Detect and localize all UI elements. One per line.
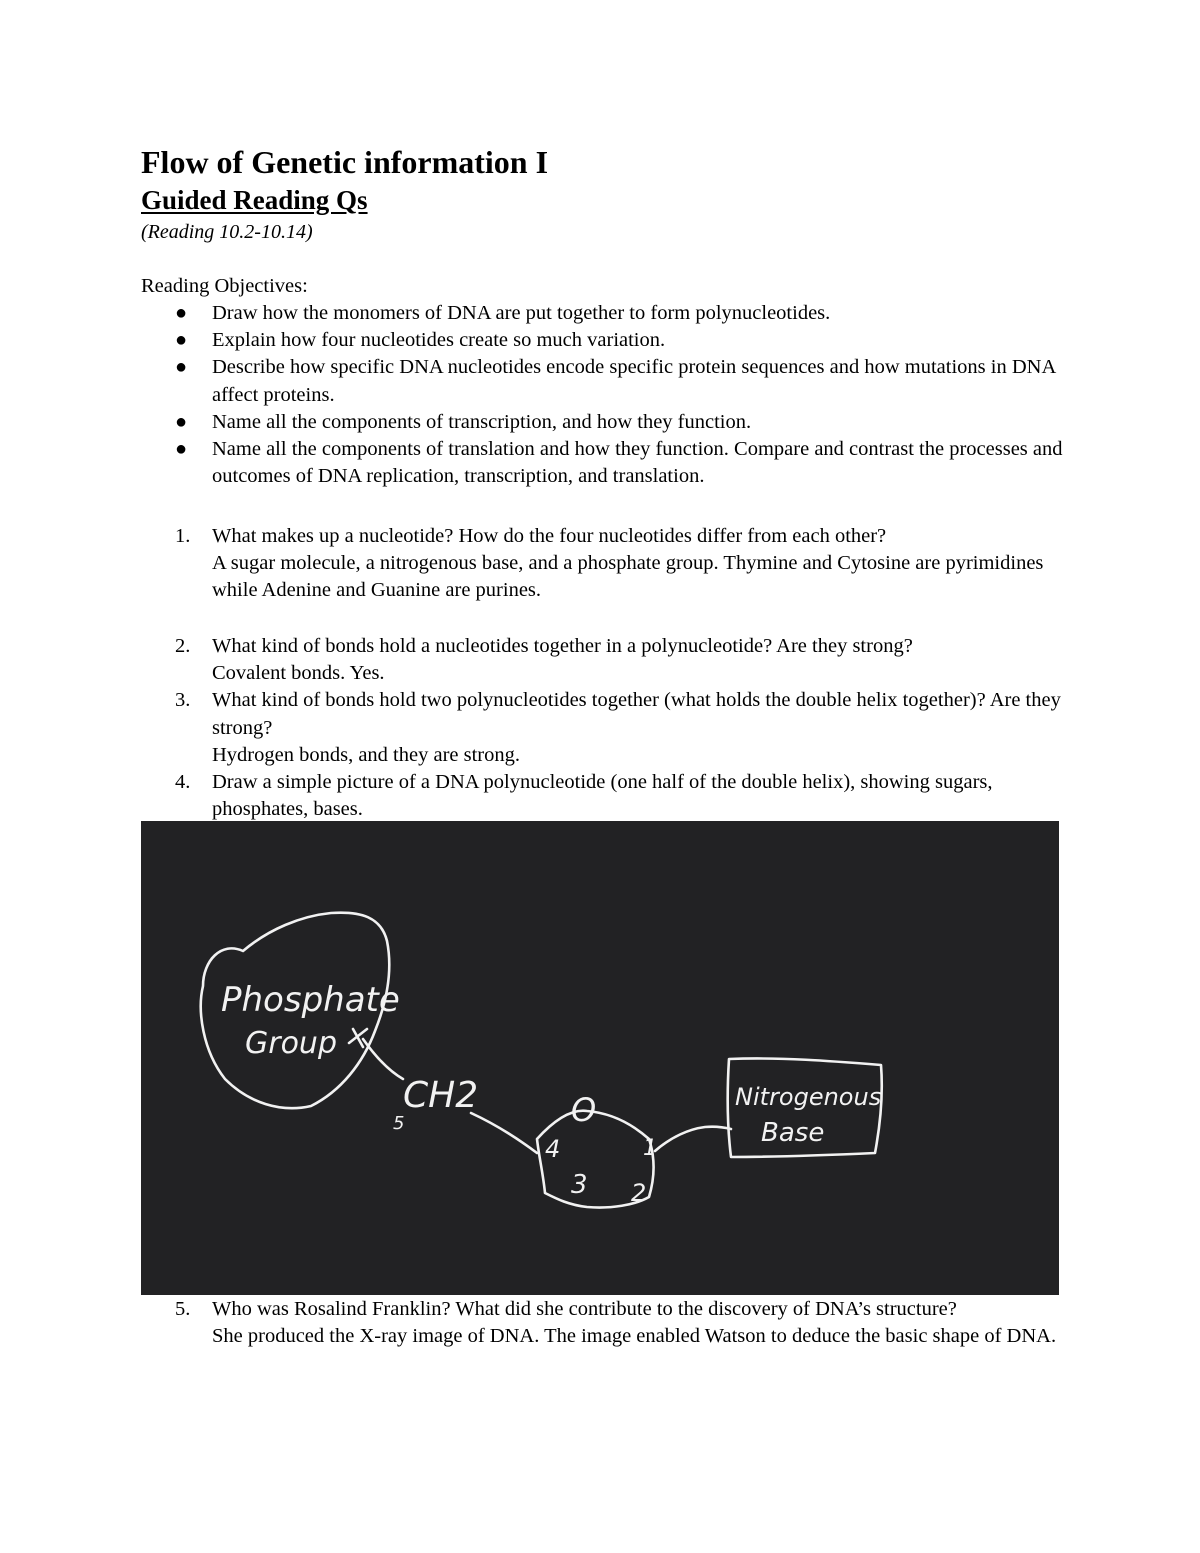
question-text: What kind of bonds hold two polynucleotides together (what holds the double helix together)? Are they strong? <box>212 689 1061 739</box>
carbon1-label: 1 <box>643 1136 657 1161</box>
question-text: Draw a simple picture of a DNA polynucleotide (one half of the double helix), showing sugars, phosphates, bases. <box>212 771 993 821</box>
question-item <box>141 633 1071 687</box>
base-label-line2: Base <box>761 1118 825 1148</box>
question-item <box>141 1296 1071 1350</box>
answer-text: She produced the X-ray image of DNA. The image enabled Watson to deduce the basic shape of DNA. <box>212 1325 1057 1348</box>
bullet-icon: ● <box>175 302 188 324</box>
answer-text: Hydrogen bonds, and they are strong. <box>212 743 521 766</box>
question-item <box>141 769 1071 823</box>
base-label-line1: Nitrogenous <box>735 1083 882 1111</box>
bond-cross <box>349 1029 367 1047</box>
reading-range: (Reading 10.2-10.14) <box>141 221 313 243</box>
bond-line <box>363 1039 403 1079</box>
bullet-icon: ● <box>175 410 188 433</box>
question-text: What makes up a nucleotide? How do the four nucleotides differ from each other? <box>212 525 887 547</box>
nucleotide-drawing <box>141 821 1059 1295</box>
carbon2-label: 2 <box>631 1179 647 1207</box>
page-subtitle: Guided Reading Qs <box>141 185 368 215</box>
objective-item <box>141 436 1071 490</box>
objective-item <box>141 354 1071 408</box>
question-number: 2. <box>175 635 191 657</box>
question-item <box>141 687 1071 769</box>
objective-item <box>141 300 1071 327</box>
question-number: 4. <box>175 771 191 794</box>
objective-text: Name all the components of translation and how they function. Compare and contrast the processes and outcomes of DNA replication, transcription, and translation. <box>212 438 1063 488</box>
question-number: 5. <box>175 1298 191 1320</box>
ring-oxygen-label: O <box>571 1091 597 1129</box>
objective-item <box>141 327 1071 354</box>
carbon4-label: 4 <box>545 1135 561 1163</box>
question-block-2-4 <box>141 633 1071 823</box>
bullet-icon: ● <box>175 329 188 352</box>
page-title: Flow of Genetic information I <box>141 144 549 180</box>
bond-line <box>471 1113 537 1153</box>
phosphate-label-line1: Phosphate <box>221 980 400 1020</box>
objectives-label: Reading Objectives: <box>141 275 308 297</box>
carbon3-label: 3 <box>571 1170 588 1200</box>
objective-item <box>141 409 1071 436</box>
nucleotide-sketch <box>141 821 1059 1295</box>
objective-text: Explain how four nucleotides create so much variation. <box>212 329 666 352</box>
answer-text: A sugar molecule, a nitrogenous base, and a phosphate group. Thymine and Cytosine are pyrimidines while Adenine and Guanine are purines. <box>212 552 1044 602</box>
bullet-icon: ● <box>175 438 188 461</box>
question-number: 1. <box>175 525 191 547</box>
question-number: 3. <box>175 689 191 712</box>
objective-text: Draw how the monomers of DNA are put together to form polynucleotides. <box>212 302 831 324</box>
question-block-5 <box>141 1296 1071 1350</box>
answer-text: Covalent bonds. Yes. <box>212 662 385 685</box>
phosphate-label-line2: Group <box>245 1026 337 1061</box>
question-item <box>141 523 1071 605</box>
ch2-label: CH2 <box>403 1075 479 1116</box>
objective-text: Describe how specific DNA nucleotides encode specific protein sequences and how mutations in DNA affect proteins. <box>212 356 1056 406</box>
question-text: What kind of bonds hold a nucleotides together in a polynucleotide? Are they strong? <box>212 635 913 657</box>
objective-text: Name all the components of transcription, and how they function. <box>212 410 752 433</box>
question-block-1 <box>141 523 1071 605</box>
question-text: Who was Rosalind Franklin? What did she contribute to the discovery of DNA’s structure? <box>212 1298 957 1320</box>
bond-line <box>655 1127 731 1151</box>
carbon5-label: 5 <box>393 1113 405 1134</box>
objectives-list <box>141 300 1071 490</box>
bullet-icon: ● <box>175 356 188 379</box>
